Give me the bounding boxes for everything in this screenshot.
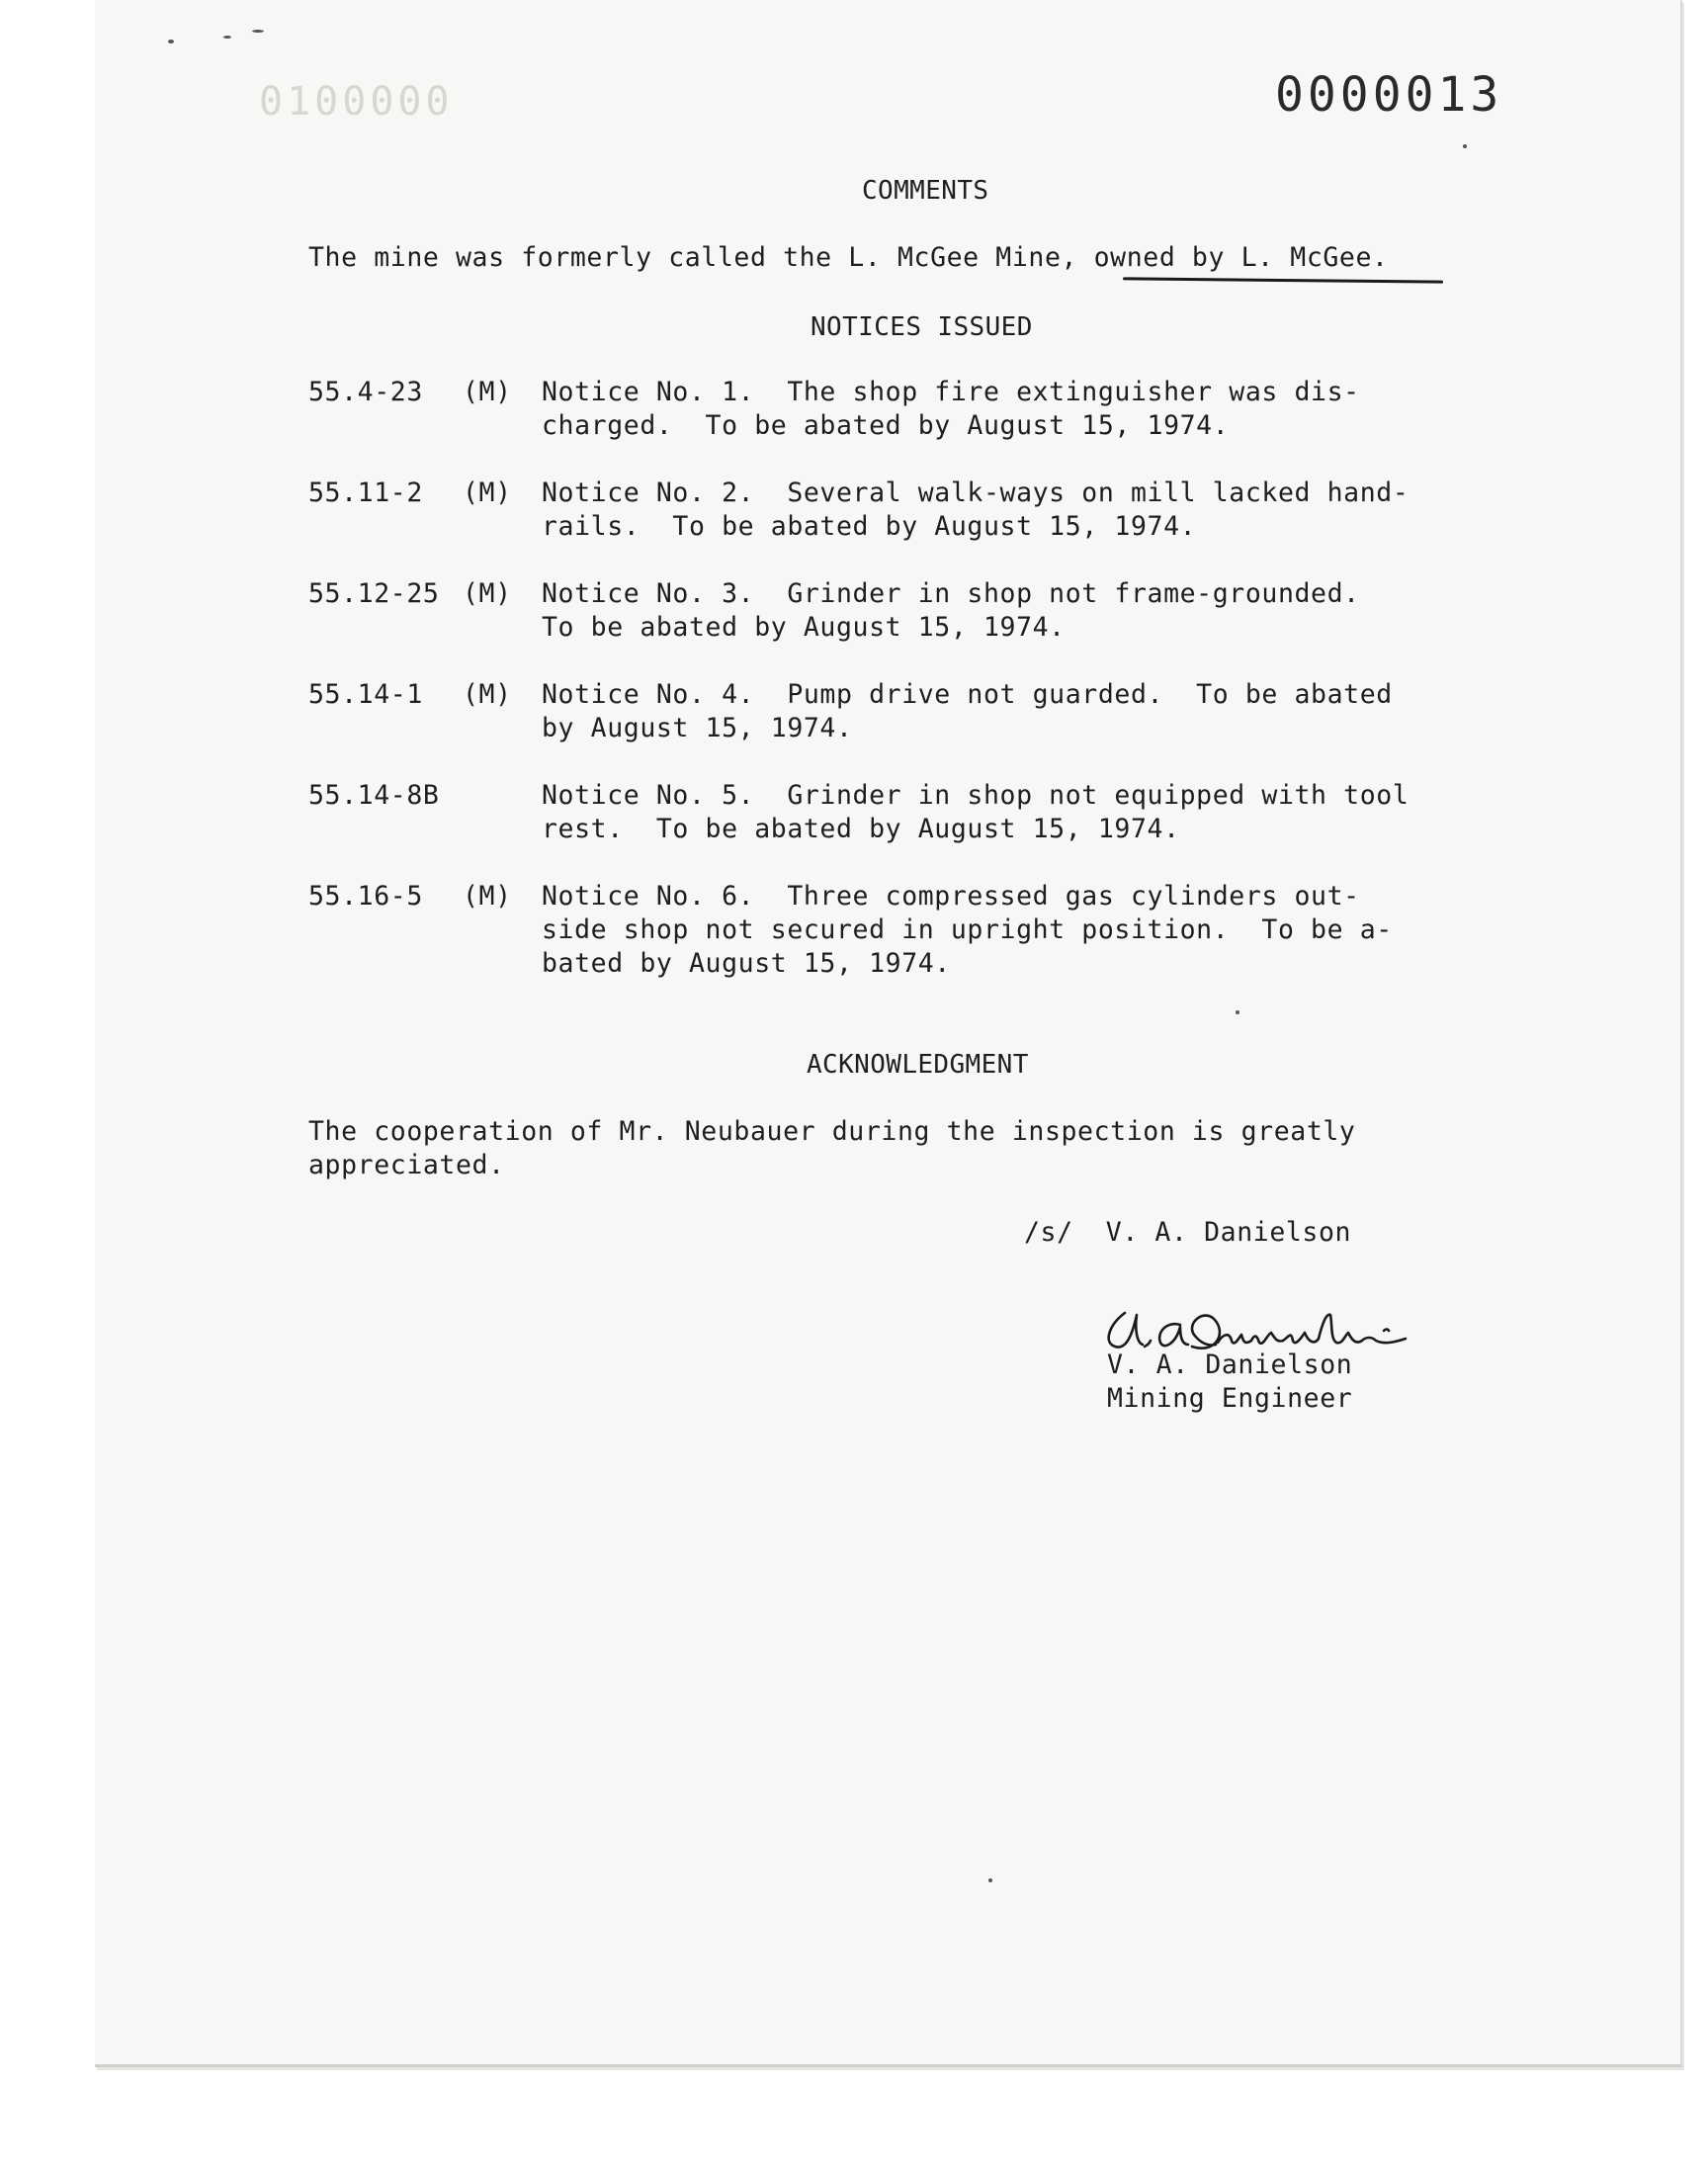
notice-mark: (M) (463, 881, 512, 912)
notice-mark: (M) (463, 679, 512, 710)
notice-code: 55.14-1 (308, 679, 423, 710)
scan-speck (252, 30, 264, 33)
notice-text-line: bated by August 15, 1974. (542, 948, 951, 979)
notice-text-line: side shop not secured in upright position. To be a- (542, 914, 1393, 945)
acknowledgment-line-1: The cooperation of Mr. Neubauer during the inspection is greatly (308, 1116, 1356, 1147)
acknowledgment-line-2: appreciated. (308, 1150, 505, 1180)
notice-text-line: Notice No. 1. The shop fire extinguisher was dis- (542, 377, 1360, 407)
signer-name: V. A. Danielson (1107, 1349, 1353, 1380)
notice-code: 55.4-23 (308, 377, 423, 407)
notice-code: 55.14-8B (308, 780, 440, 811)
notice-text-line: rest. To be abated by August 15, 1974. (542, 814, 1180, 844)
notice-code: 55.12-25 (308, 578, 440, 609)
scan-speck (168, 40, 174, 44)
notice-text-line: Notice No. 2. Several walk-ways on mill lacked hand- (542, 478, 1409, 508)
notice-mark: (M) (463, 578, 512, 609)
notice-text-line: by August 15, 1974. (542, 713, 853, 743)
notice-code: 55.16-5 (308, 881, 423, 912)
comments-text: The mine was formerly called the L. McGee Mine, owned by L. McGee. (308, 242, 1389, 273)
notice-text-line: Notice No. 6. Three compressed gas cylinders out- (542, 881, 1360, 912)
comments-heading: COMMENTS (862, 176, 989, 206)
faint-bleed-number: 0100000 (259, 79, 454, 125)
notice-code: 55.11-2 (308, 478, 423, 508)
notice-text-line: Notice No. 3. Grinder in shop not frame-grounded. (542, 578, 1360, 609)
notice-mark: (M) (463, 377, 512, 407)
acknowledgment-heading: ACKNOWLEDGMENT (807, 1050, 1029, 1080)
notice-text-line: Notice No. 5. Grinder in shop not equipped with tool (542, 780, 1409, 811)
scan-speck (988, 1878, 992, 1882)
notice-mark: (M) (463, 478, 512, 508)
signer-title: Mining Engineer (1107, 1383, 1353, 1414)
document-number: 0000013 (1275, 67, 1503, 123)
notice-text-line: To be abated by August 15, 1974. (542, 612, 1066, 643)
notice-text-line: Notice No. 4. Pump drive not guarded. To be abated (542, 679, 1393, 710)
scan-speck (1463, 144, 1467, 148)
notice-text-line: charged. To be abated by August 15, 1974. (542, 410, 1230, 441)
notice-text-line: rails. To be abated by August 15, 1974. (542, 511, 1197, 542)
notices-heading: NOTICES ISSUED (811, 312, 1033, 342)
scan-margin (0, 2094, 1708, 2175)
scan-speck (223, 36, 231, 39)
conformed-signature-line: /s/ V. A. Danielson (1024, 1217, 1352, 1248)
scan-speck (1236, 1010, 1239, 1014)
